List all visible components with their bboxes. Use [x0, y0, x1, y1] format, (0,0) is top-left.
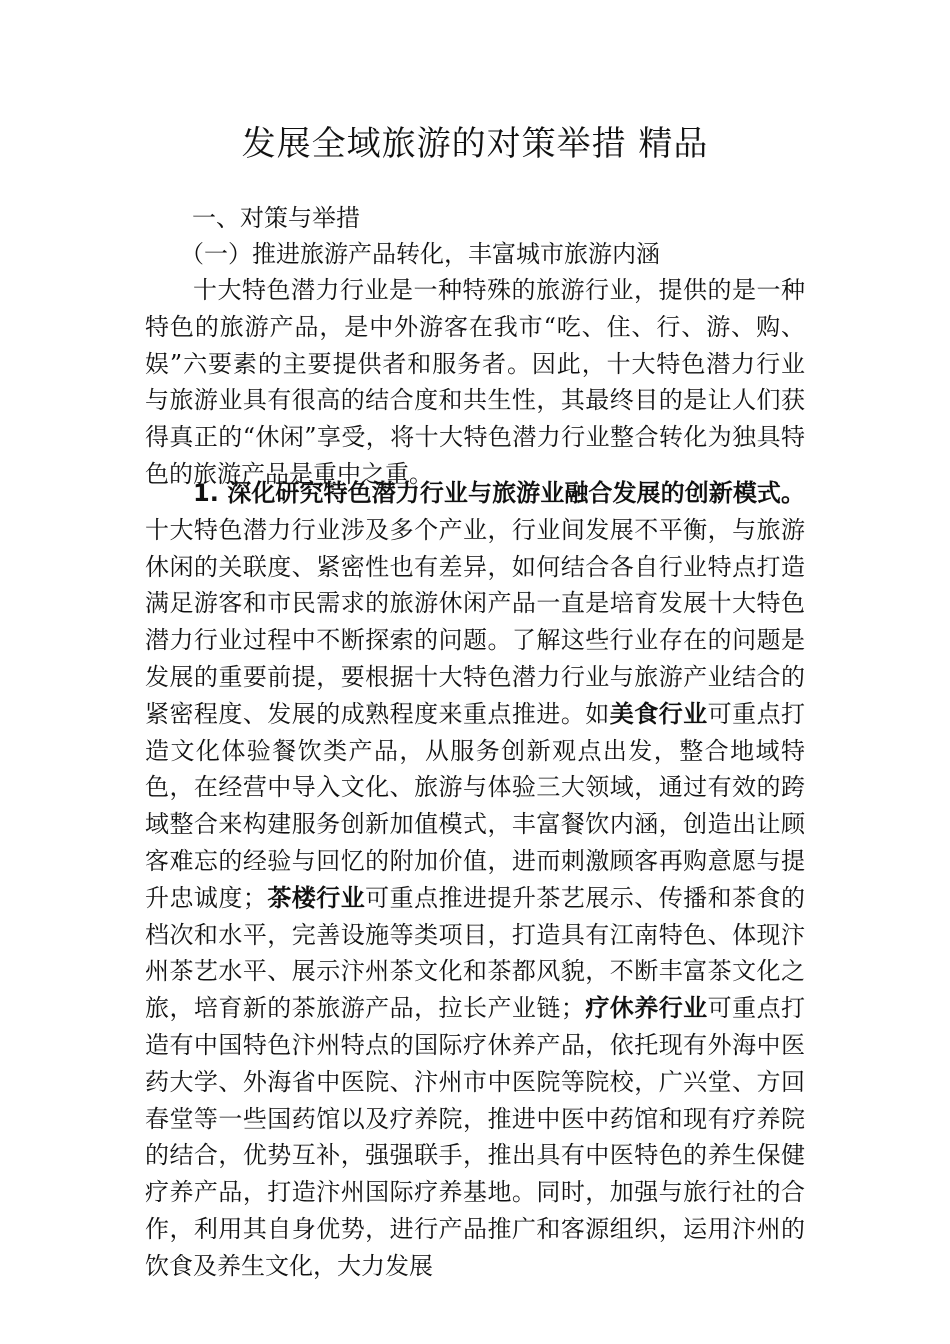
document-title: 发展全域旅游的对策举措 精品: [241, 124, 709, 164]
paragraph-text: 可重点推进提升茶艺展示、传播和茶食的档次和水平，完善设施等类项目，打造具有江南特色、体现汴州茶艺水平、展示汴州茶文化和茶都风貌，不断丰富茶文化之旅，培育新的茶旅游产品，拉长产业链；: [145, 883, 806, 1023]
paragraph-intro: 十大特色潜力行业是一种特殊的旅游行业，提供的是一种特色的旅游产品，是中外游客在我市“吃、住、行、游、购、娱”六要素的主要提供者和服务者。因此，十大特色潜力行业与旅游业具有很高的结合度和共生性，其最终目的是让人们获得真正的“休闲”享受，将十大特色潜力行业整合转化为独具特色的旅游产品是重中之重。: [145, 276, 805, 488]
industry-food-label: 美食行业: [609, 699, 708, 728]
subsection-heading: （一）推进旅游产品转化，丰富城市旅游内涵: [180, 240, 660, 268]
industry-tea-label: 茶楼行业: [266, 883, 366, 912]
section-heading: 一、对策与举措: [192, 204, 360, 232]
paragraph-lead-heading: 1. 深化研究特色潜力行业与旅游业融合发展的创新模式。: [193, 479, 805, 507]
industry-spa-label: 疗休养行业: [584, 994, 708, 1023]
paragraph-text: 可重点打造有中国特色汴州特点的国际疗休养产品，依托现有外海中医药大学、外海省中医院、汴州市中医院等院校，广兴堂、方回春堂等一些国药馆以及疗养院，推进中医中药馆和现有疗养院的结合，优势互补，强强联手，推出具有中医特色的养生保健疗养产品，打造汴州国际疗养基地。同时，加强与旅行社的合作，利用其自身优势，进行产品推广和客源组织，运用汴州的饮食及养生文化，大力发展: [145, 994, 806, 1280]
paragraph-text: 可重点打造文化体验餐饮类产品，从服务创新观点出发，整合地域特色，在经营中导入文化、旅游与体验三大领域，通过有效的跨域整合来构建服务创新加值模式，丰富餐饮内涵，创造出让顾客难忘的经验与回忆的附加价值，进而刺激顾客再购意愿与提升忠诚度；: [145, 699, 806, 912]
paragraph-innovation-model: [145, 475, 805, 1285]
paragraph-text: 十大特色潜力行业涉及多个产业，行业间发展不平衡，与旅游休闲的关联度、紧密性也有差异，如何结合各自行业特点打造满足游客和市民需求的旅游休闲产品一直是培育发展十大特色潜力行业过程中不断探索的问题。了解这些行业存在的问题是发展的重要前提，要根据十大特色潜力行业与旅游产业结合的紧密程度、发展的成熟程度来重点推进。如: [145, 515, 805, 728]
